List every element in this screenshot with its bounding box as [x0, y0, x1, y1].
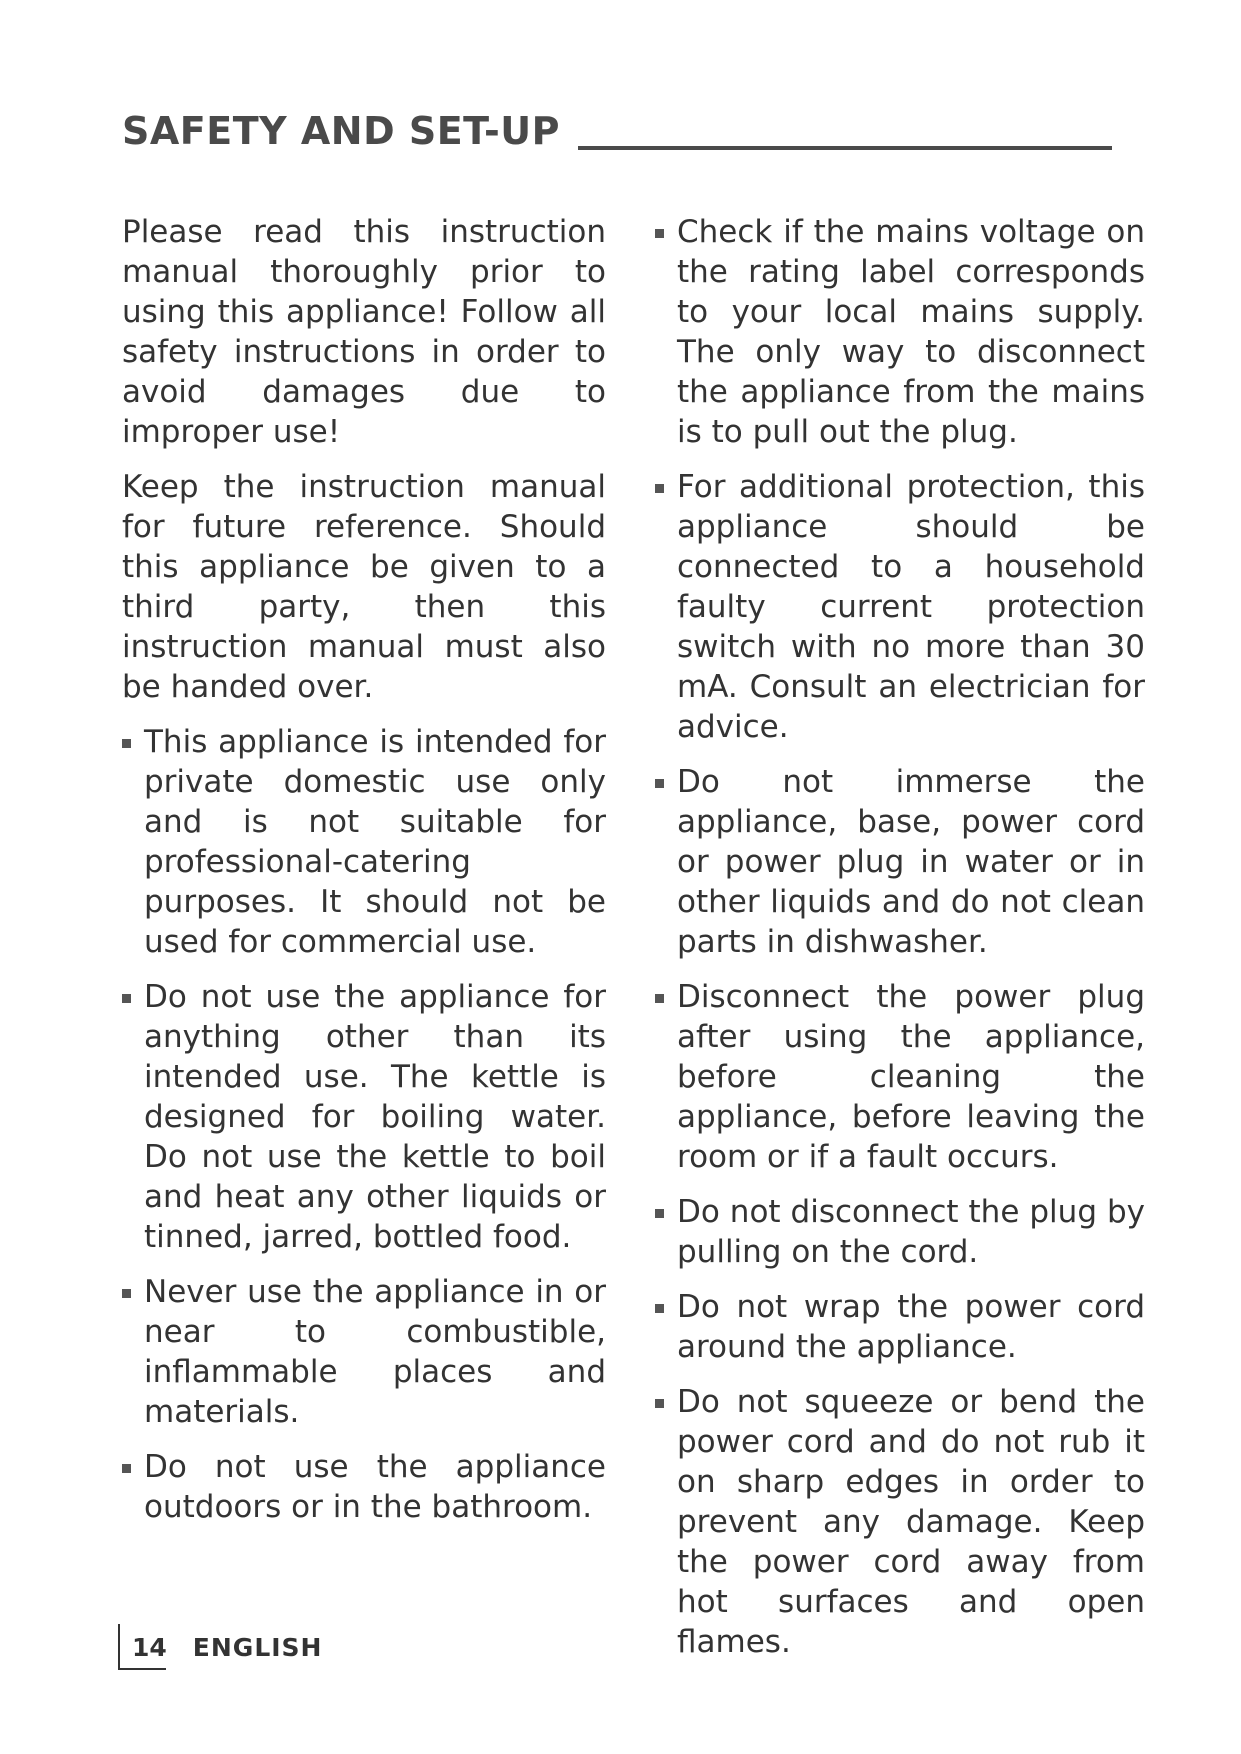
- footer-language: ENGLISH: [192, 1632, 323, 1662]
- list-item: [655, 1287, 1145, 1367]
- square-bullet-icon: [122, 1289, 131, 1298]
- intro-paragraph: Please read this instruction manual thoroughly prior to using this appliance! Follow all safety instructions in order to avoid damages due to improper use!: [122, 214, 606, 450]
- page-number: 14: [132, 1632, 167, 1662]
- list-item-text: This appliance is intended for private domestic use only and is not suitable for professional-catering purposes. It should not be used for commercial use.: [144, 724, 606, 960]
- page-title: SAFETY AND SET-UP: [122, 109, 560, 153]
- square-bullet-icon: [655, 229, 664, 238]
- list-item: [655, 1192, 1145, 1272]
- square-bullet-icon: [655, 994, 664, 1003]
- square-bullet-icon: [122, 994, 131, 1003]
- square-bullet-icon: [655, 1399, 664, 1408]
- list-item: [122, 977, 606, 1257]
- list-item: [122, 1272, 606, 1432]
- list-item-text: Do not immerse the appliance, base, power cord or power plug in water or in other liquids and do not clean parts in dishwasher.: [677, 764, 1145, 960]
- list-item-text: Do not disconnect the plug by pulling on the cord.: [677, 1194, 1145, 1270]
- square-bullet-icon: [655, 1209, 664, 1218]
- intro-paragraph: Keep the instruction manual for future reference. Should this appliance be given to a third party, then this instruction manual must also be handed over.: [122, 469, 606, 705]
- list-item-text: Do not squeeze or bend the power cord and do not rub it on sharp edges in order to prevent any damage. Keep the power cord away from hot surfaces and open flames.: [677, 1384, 1145, 1660]
- header-rule: [578, 146, 1112, 150]
- square-bullet-icon: [655, 484, 664, 493]
- left-column: [122, 212, 606, 1542]
- list-item-text: Check if the mains voltage on the rating label corresponds to your local mains supply. The only way to disconnect the appliance from the mains is to pull out the plug.: [677, 214, 1145, 450]
- square-bullet-icon: [655, 1304, 664, 1313]
- list-item-text: Do not use the appliance outdoors or in the bathroom.: [144, 1449, 606, 1525]
- square-bullet-icon: [122, 1464, 131, 1473]
- list-item: [122, 1447, 606, 1527]
- section-header: [122, 109, 1112, 153]
- list-item-text: Disconnect the power plug after using the appliance, before cleaning the appliance, before leaving the room or if a fault occurs.: [677, 979, 1145, 1175]
- list-item: [655, 1382, 1145, 1662]
- square-bullet-icon: [655, 779, 664, 788]
- list-item-text: For additional protection, this appliance should be connected to a household faulty current protection switch with no more than 30 mA. Consult an electrician for advice.: [677, 469, 1145, 745]
- page-footer: [118, 1624, 322, 1670]
- list-item: [655, 977, 1145, 1177]
- list-item-text: Do not use the appliance for anything other than its intended use. The kettle is designed for boiling water. Do not use the kettle to boil and heat any other liquids or tinned, jarred, bottled food.: [144, 979, 606, 1255]
- right-column: [655, 212, 1145, 1677]
- list-item: [655, 762, 1145, 962]
- list-item: [655, 212, 1145, 452]
- square-bullet-icon: [122, 739, 131, 748]
- list-item-text: Never use the appliance in or near to combustible, inflammable places and materials.: [144, 1274, 606, 1430]
- list-item: [122, 722, 606, 962]
- list-item-text: Do not wrap the power cord around the appliance.: [677, 1289, 1145, 1365]
- list-item: [655, 467, 1145, 747]
